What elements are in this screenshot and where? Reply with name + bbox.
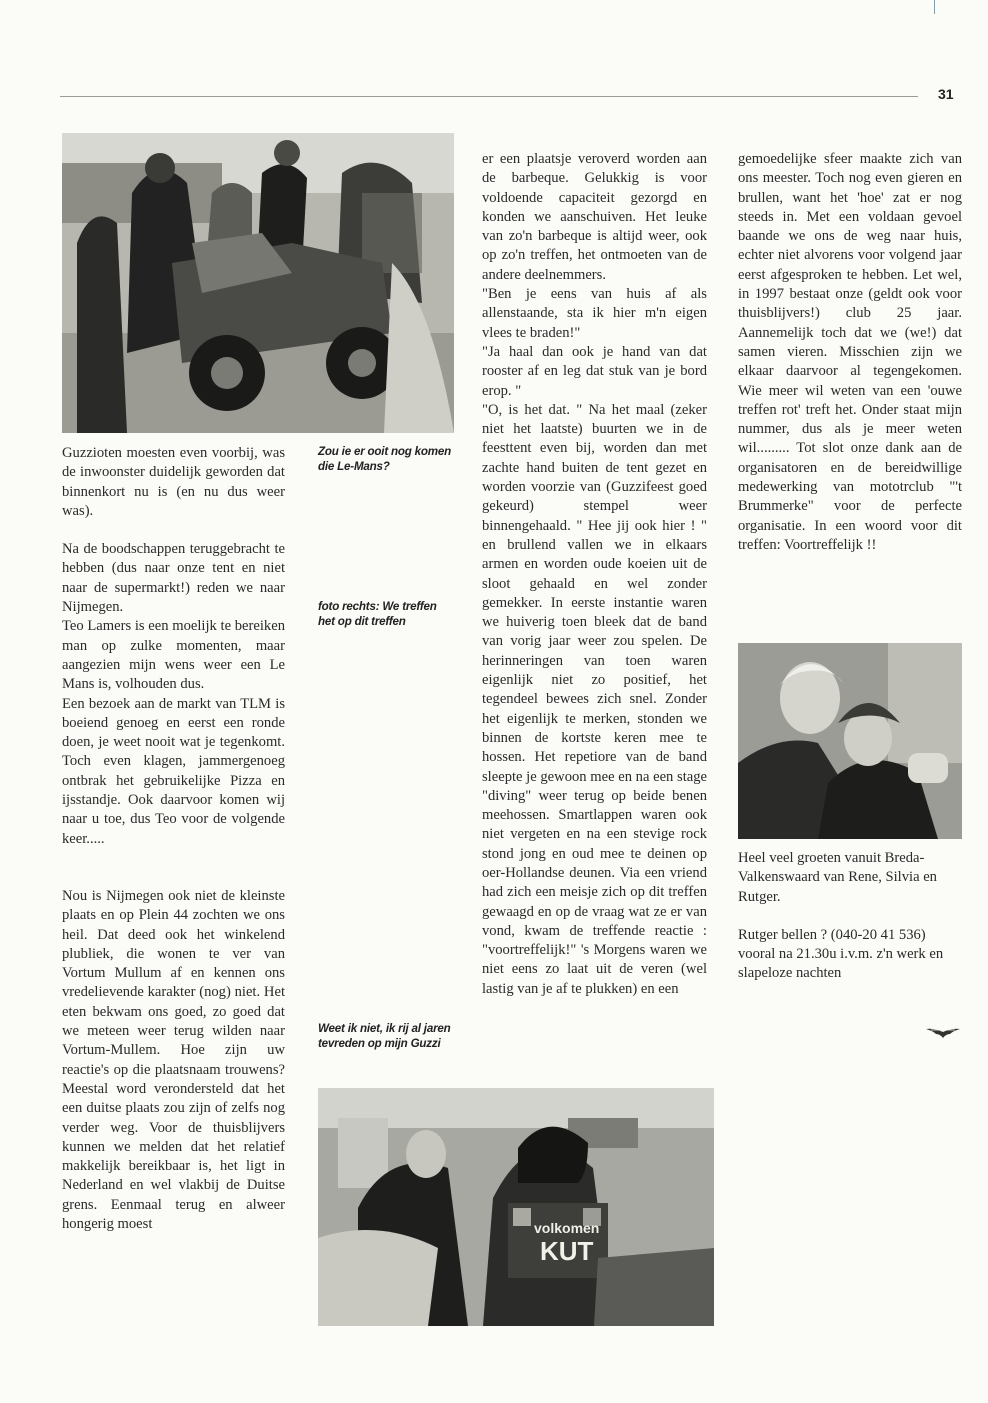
paragraph: er een plaatsje veroverd worden aan de barbeque. Gelukkig is voor voldoende capaciteit gezorgd en konden we aanschuiven. Het leuke van zo'n barbeque is altijd weer, ook op zo'n treffen, het ontmoeten van de andere deelnemmers.	[482, 151, 707, 283]
phone-text: Rutger bellen ? (040-20 41 536) vooral na 21.30u i.v.m. z'n werk en slapeloze nachten	[738, 926, 944, 982]
paragraph: "O, is het dat. " Na het maal (zeker niet het laatste) buurten we in de feesttent even bij, worden dan met zachte hand buiten de tent gezet en worden voorzie van (Guzzifeest goed gekeurd) stempel weer binnengehaald. " Hee jij ook hier ! " en brullend vallen we in elkaars armen en worden oude koeien uit de sloot gehaald en wel zonder gemekker. In eerste instantie waren we huiverig toen bleek dat de band van vorig jaar weer zou spelen. De herinneringen van toen waren eigenlijk niet zo positief, het tegendeel bewees zich snel. Zonder het eigenlijk te merken, stonden we binnen de kortste keren mee te hossen. Het repetiore van de band sleepte je gewoon mee en na een stage "diving" weer terug op beide benen meehossen. Smartlappen waren ook niet vergeten en na een stevige rock stond jong en oud mee te deinen op oer-Hollandse deunen. Via een vriend had zich een meisje zich op dit treffen gewaagd en op de vraag wat ze er van vond, kwam de treffende reactie : "voortreffelijk!" 's Morgens waren we niet eens zo laat uit de veren (wel lastig van je af te plukken) en een	[482, 401, 707, 997]
paragraph: Teo Lamers is een moelijk te bereiken man op zulke momenten, maar aangezien mijn wens weer een Le Mans is, volhouden dus.	[62, 618, 285, 693]
caption-foto-rechts: foto rechts: We treffen het op dit treffen	[318, 600, 437, 628]
paragraph: Guzzioten moesten even voorbij, was de inwoonster duidelijk geworden dat binnenkort nu is (en nu dus weer was).	[62, 445, 285, 519]
paragraph: gemoedelijke sfeer maakte zich van ons meester. Toch nog even gieren en brullen, want het 'hoe' zat er nog steeds in. Met een voldaan gevoel baande we ons de weg naar huis, echter niet alvorens voor volgend jaar eerst afgesproken te hebben. Let wel, in 1997 bestaat onze (geldt ook voor thuisblijvers!) club 25 jaar. Aannemelijk toch dat we (we!) dat samen vieren. Misschien zijn we elkaar daarvoor al tegengekomen. Wie meer wil weten van een 'ouwe treffen rot' treft het. Onder staat mijn nummer, dus als je meer weten wil......... Tot slot onze dank aan de organisatoren en de bereidwillige medewerking van mototrclub "'t Brummerke" voor de perfecte organisatie. In een woord voor dit treffen: Voortreffelijk !!	[738, 151, 962, 553]
jacket-text-bottom: KUT	[540, 1236, 594, 1266]
article-column-4-bottom	[738, 849, 962, 984]
article-column-4	[738, 150, 962, 555]
article-column-1	[62, 444, 285, 1234]
paragraph: "Ben je eens van huis af als allenstaande, sta ik hier m'n eigen vlees te braden!"	[482, 286, 707, 341]
greeting-text: Heel veel groeten vanuit Breda-Valkenswaard van Rene, Silvia en Rutger.	[738, 850, 937, 905]
eagle-logo-icon	[925, 1024, 961, 1040]
jacket-text-top: volkomen	[534, 1220, 600, 1236]
caption-le-mans: Zou ie er ooit nog komen die Le-Mans?	[318, 445, 452, 473]
paragraph: "Ja haal dan ook je hand van dat rooster af en leg dat stuk van je bord erop. "	[482, 343, 707, 399]
print-registration-mark	[934, 0, 935, 14]
photo-riders-motorcycle	[62, 133, 454, 433]
paragraph: Een bezoek aan de markt van TLM is boeiend genoeg en eerst een ronde doen, je weet nooit wat je tegenkomt. Toch even klagen, jammergenoeg ontbrak het gebruikelijke Pizza en ijsstandje. Ook daarvoor komen wij naar u toe, dus Teo voor de volgende keer.....	[62, 695, 285, 847]
paragraph: Nou is Nijmegen ook niet de kleinste plaats en op Plein 44 zochten we ons heil. Dat deed ook het winkelend plubliek, die wonen te ver van Vortum Mullum af en kennen ons vredelievende karakter (nog) niet. Het eten bekwam ons goed, zo goed dat we meteen weer terug wilden naar Vortum-Mullem. Hoe zijn uw reactie's op die plaatsnaam trouwens? Meestal word verondersteld dat het een duitse plaats zou zijn of zelfs nog verder weg. Voor de thuisblijvers kunnen we melden dat het relatief makkelijk bereikbaar is, het ligt in Nederland en wel vlakbij de Duitse grens. Eenmaal terug en alweer hongerig moest	[62, 887, 285, 1232]
page-number: 31	[938, 86, 954, 102]
photo-couple	[738, 643, 962, 839]
article-column-3	[482, 150, 707, 999]
paragraph: Na de boodschappen teruggebracht te hebben (dus naar onze tent en niet naar de supermarkt!) reden we naar Nijmegen.	[62, 541, 285, 616]
header-rule	[60, 96, 918, 97]
photo-riders-bottom	[318, 1088, 714, 1326]
caption-guzzi: Weet ik niet, ik rij al jaren tevreden op mijn Guzzi	[318, 1022, 451, 1050]
